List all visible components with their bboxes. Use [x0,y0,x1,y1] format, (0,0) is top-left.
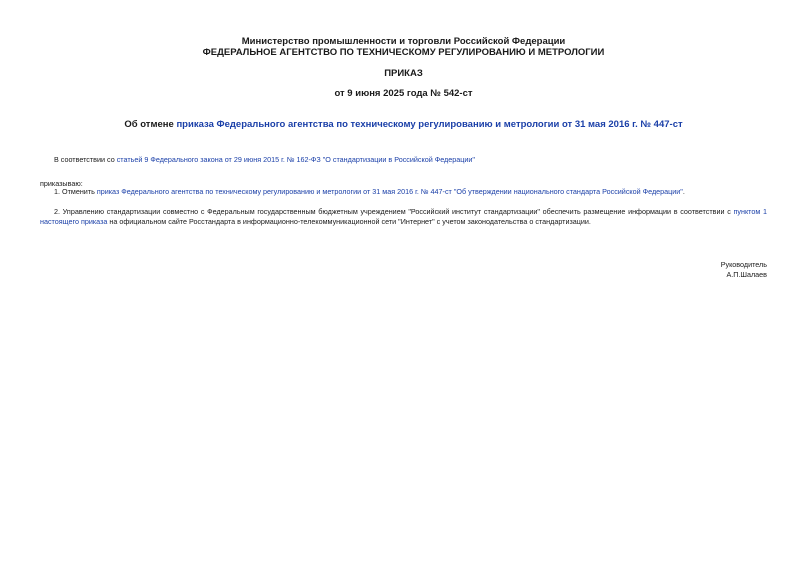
document-subject [40,119,767,130]
signature-block [721,260,767,280]
basis-prefix: В соответствии со [54,155,117,164]
item1-prefix: 1. Отменить [54,187,97,196]
order-item-1 [40,187,767,197]
item1-suffix: . [682,187,685,196]
item1-order-link[interactable]: приказ Федерального агентства по техническому регулированию и метрологии от 31 мая 2016 г. № 447-ст "Об утверждении национального стандарта Российской Федерации" [96,187,683,196]
subject-prefix: Об отмене [124,119,177,130]
item2-clause-link[interactable]: пунктом 1 настоящего приказа [40,207,768,226]
item2-prefix: 2. Управлению стандартизации совместно с Федеральным государственным бюджетным учреждением "Российский институт стандартизации" обеспечить размещение информации в соответствии с [54,207,734,216]
signatory-position: Руководитель [720,260,767,269]
order-item-2 [40,207,767,227]
item2-suffix: на официальном сайте Росстандарта в информационно-телекоммуникационной сети "Интернет" с учетом законодательства о стандартизации. [107,217,591,226]
legal-basis-paragraph [40,155,767,165]
order-word: приказываю: [40,179,83,188]
document-type: ПРИКАЗ [384,68,423,79]
basis-law-link[interactable]: статьей 9 Федерального закона от 29 июня 2015 г. № 162-ФЗ "О стандартизации в Российской Федерации" [116,155,475,164]
subject-link[interactable]: приказа Федерального агентства по техническому регулированию и метрологии от 31 мая 2016 г. № 447-ст [176,119,683,130]
document-date-number: от 9 июня 2025 года № 542-ст [334,88,473,99]
signatory-name: А.П.Шалаев [726,270,767,279]
ministry-title: Министерство промышленности и торговли Российской Федерации [241,36,566,47]
agency-title: ФЕДЕРАЛЬНОЕ АГЕНТСТВО ПО ТЕХНИЧЕСКОМУ РЕГУЛИРОВАНИЮ И МЕТРОЛОГИИ [202,47,605,58]
